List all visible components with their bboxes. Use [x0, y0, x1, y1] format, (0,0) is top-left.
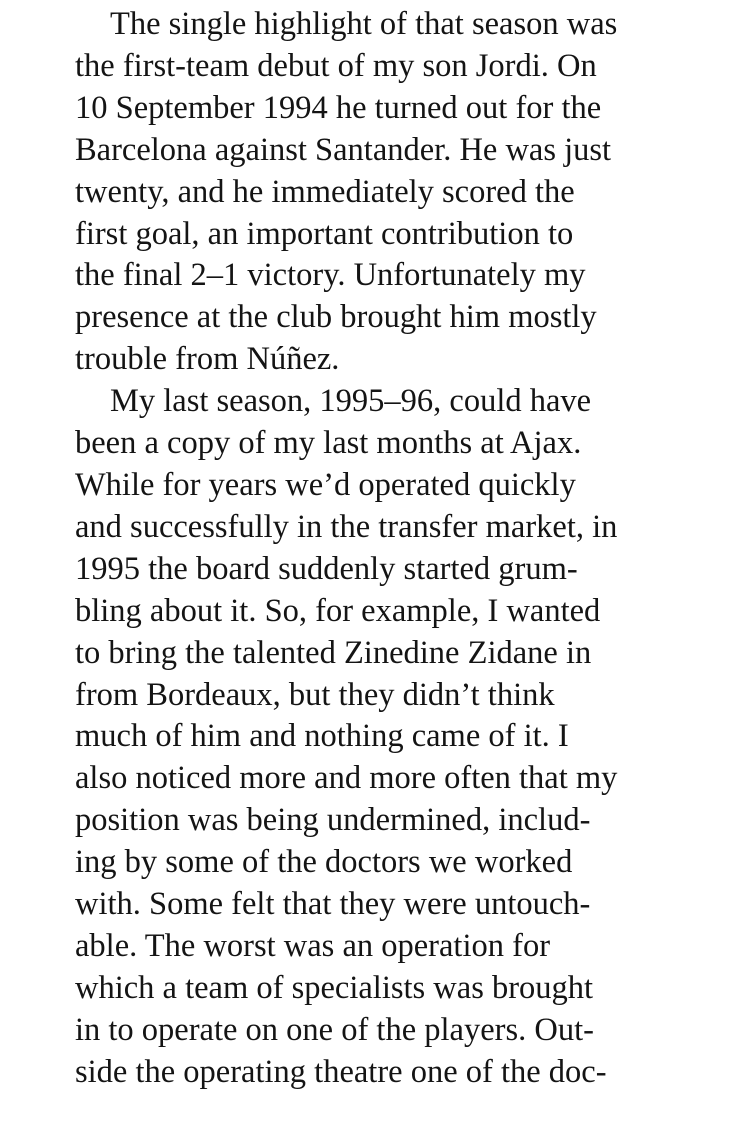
text-line: side the operating theatre one of the doc- — [75, 1053, 607, 1090]
text-line: 10 September 1994 he turned out for the — [75, 89, 602, 126]
text-line: and successfully in the transfer market, in — [75, 508, 618, 545]
text-line: Barcelona against Santander. He was just — [75, 131, 612, 168]
text-line: the final 2–1 victory. Unfortunately my — [75, 257, 586, 294]
text-line: also noticed more and more often that my — [75, 760, 618, 797]
text-line: from Bordeaux, but they didn’t think — [75, 676, 555, 713]
text-line: twenty, and he immediately scored the — [75, 173, 575, 210]
paragraph-jordi-debut — [75, 4, 715, 381]
text-line: first goal, an important contribution to — [75, 215, 574, 252]
text-line: able. The worst was an operation for — [75, 927, 551, 964]
text-line: The single highlight of that season was — [110, 6, 618, 42]
book-page-text — [75, 4, 715, 1094]
text-line: ing by some of the doctors we worked — [75, 844, 573, 881]
text-line: position was being undermined, includ- — [75, 802, 591, 839]
text-line: which a team of specialists was brought — [75, 969, 594, 1006]
text-line: the first-team debut of my son Jordi. On — [75, 47, 597, 84]
text-line: While for years we’d operated quickly — [75, 466, 576, 503]
text-line: been a copy of my last months at Ajax. — [75, 425, 582, 462]
text-line: 1995 the board suddenly started grum- — [75, 550, 578, 587]
text-line: much of him and nothing came of it. I — [75, 718, 569, 755]
text-line: to bring the talented Zinedine Zidane in — [75, 634, 592, 671]
text-line: presence at the club brought him mostly — [75, 299, 597, 336]
text-line: bling about it. So, for example, I wanted — [75, 592, 601, 629]
text-line: My last season, 1995–96, could have — [110, 383, 592, 420]
paragraph-last-season — [75, 381, 715, 1093]
text-line: trouble from Núñez. — [75, 341, 340, 378]
text-line: with. Some felt that they were untouch- — [75, 886, 591, 923]
text-line: in to operate on one of the players. Out- — [75, 1011, 594, 1048]
